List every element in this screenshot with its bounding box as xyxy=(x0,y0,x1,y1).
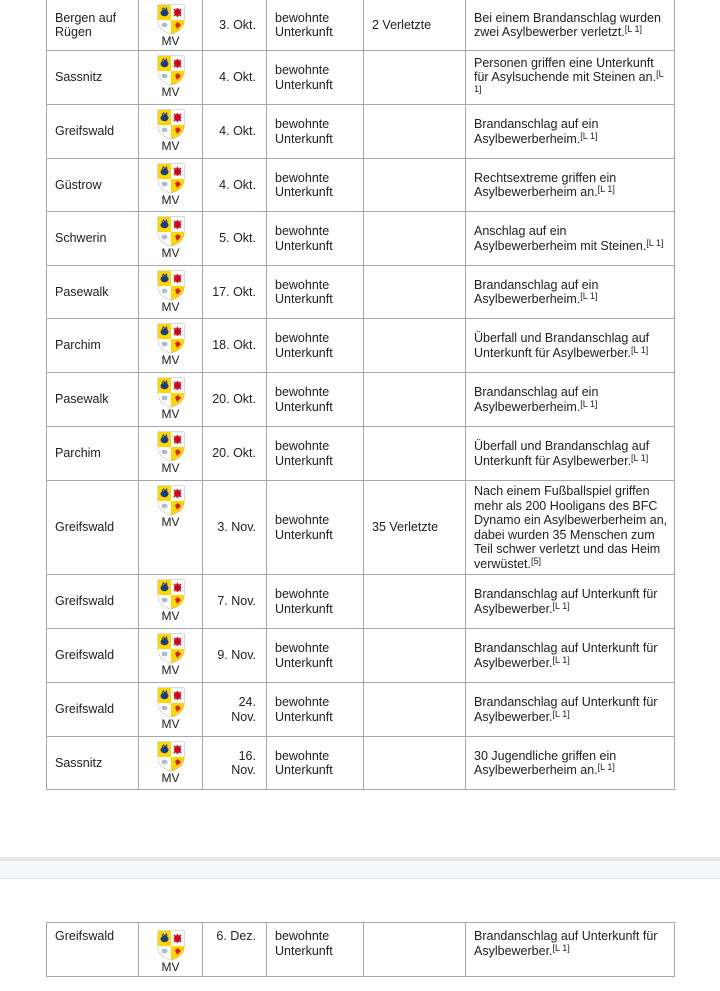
coat-of-arms-icon xyxy=(156,929,186,962)
cell-type xyxy=(267,159,364,212)
cell-date xyxy=(203,212,267,266)
date-text: 9. Nov. xyxy=(217,648,256,663)
cell-state xyxy=(139,159,203,212)
cell-type xyxy=(267,923,364,977)
state-abbreviation: MV xyxy=(161,663,180,677)
cell-injuries xyxy=(364,427,466,481)
state-flag xyxy=(154,740,188,784)
cell-date xyxy=(203,373,267,427)
description-text: Brandanschlag auf Unterkunft für Asylbewerber. xyxy=(474,587,658,616)
cell-city xyxy=(47,683,139,737)
cell-type xyxy=(267,373,364,427)
state-abbreviation: MV xyxy=(161,193,180,207)
cell-type xyxy=(267,683,364,737)
cell-state xyxy=(139,51,203,105)
type-text: bewohnte Unterkunft xyxy=(275,513,333,542)
description-text: Nach einem Fußballspiel griffen mehr als 200 Hooligans des BFC Dynamo ein Asylbewerberheim an, dabei wurden 35 Menschen zum Teil schwer verletzt und das Heim verwüstet. xyxy=(474,484,668,571)
state-abbreviation: MV xyxy=(161,461,180,475)
cell-date xyxy=(203,51,267,105)
cell-city xyxy=(47,319,139,373)
coat-of-arms-icon xyxy=(156,376,186,409)
city-name: Schwerin xyxy=(55,231,107,246)
description-text: Brandanschlag auf ein Asylbewerberheim. xyxy=(474,385,599,414)
type-text: bewohnte Unterkunft xyxy=(275,929,333,958)
cell-city xyxy=(47,51,139,105)
city-name: Güstrow xyxy=(55,177,102,192)
cell-description xyxy=(466,319,675,373)
type-text: bewohnte Unterkunft xyxy=(275,224,333,253)
reference-link[interactable] xyxy=(598,184,615,194)
cell-type xyxy=(267,0,364,51)
state-abbreviation: MV xyxy=(161,771,180,785)
date-text: 20. Okt. xyxy=(212,446,256,461)
coat-of-arms-icon xyxy=(156,54,186,87)
date-text: 5. Okt. xyxy=(219,231,256,246)
cell-city xyxy=(47,212,139,266)
coat-of-arms-icon xyxy=(156,322,186,355)
reference-text: [5] xyxy=(530,555,541,566)
type-text: bewohnte Unterkunft xyxy=(275,331,333,360)
cell-city xyxy=(47,575,139,629)
coat-of-arms-icon xyxy=(156,578,186,611)
state-abbreviation: MV xyxy=(161,609,180,623)
table-row xyxy=(47,266,675,319)
description-text: Bei einem Brandanschlag wurden zwei Asylbewerber verletzt. xyxy=(474,10,661,39)
cell-date xyxy=(203,427,267,481)
reference-text: [L 1] xyxy=(580,398,598,409)
reference-text: [L 1] xyxy=(552,708,570,719)
city-name: Greifswald xyxy=(55,520,115,535)
reference-link[interactable] xyxy=(580,399,597,409)
cell-state xyxy=(139,683,203,737)
cell-injuries xyxy=(364,373,466,427)
cell-description xyxy=(466,575,675,629)
state-abbreviation: MV xyxy=(161,407,180,421)
cell-type xyxy=(267,427,364,481)
city-name: Greifswald xyxy=(55,124,115,139)
injuries-text: 2 Verletzte xyxy=(372,17,432,32)
cell-type xyxy=(267,481,364,575)
table-row xyxy=(47,373,675,427)
cell-state xyxy=(139,427,203,481)
type-text: bewohnte Unterkunft xyxy=(275,117,333,146)
state-abbreviation: MV xyxy=(161,960,180,974)
type-text: bewohnte Unterkunft xyxy=(275,10,333,39)
date-text: 4. Okt. xyxy=(219,70,256,85)
cell-state xyxy=(139,629,203,683)
date-text: 4. Okt. xyxy=(219,177,256,192)
cell-city xyxy=(47,0,139,51)
description-text: Brandanschlag auf Unterkunft für Asylbewerber. xyxy=(474,929,658,958)
state-flag xyxy=(154,322,188,366)
coat-of-arms-icon xyxy=(156,740,186,773)
cell-description xyxy=(466,373,675,427)
injuries-text: 35 Verletzte xyxy=(372,520,439,535)
reference-link[interactable] xyxy=(631,453,648,463)
coat-of-arms-icon xyxy=(156,269,186,302)
coat-of-arms-icon xyxy=(156,215,186,248)
date-text: 16. Nov. xyxy=(231,748,256,777)
city-name: Parchim xyxy=(55,338,101,353)
state-abbreviation: MV xyxy=(161,246,180,260)
state-abbreviation: MV xyxy=(161,353,180,367)
type-text: bewohnte Unterkunft xyxy=(275,695,333,724)
table-row xyxy=(47,481,675,575)
coat-of-arms-icon xyxy=(156,162,186,195)
section-divider-line xyxy=(0,878,720,879)
state-flag xyxy=(154,54,188,98)
cell-date xyxy=(203,683,267,737)
cell-date xyxy=(203,629,267,683)
city-name: Sassnitz xyxy=(55,755,103,770)
cell-type xyxy=(267,51,364,105)
type-text: bewohnte Unterkunft xyxy=(275,170,333,199)
cell-injuries xyxy=(364,575,466,629)
description-text: 30 Jugendliche griffen ein Asylbewerberheim an. xyxy=(474,748,617,777)
type-text: bewohnte Unterkunft xyxy=(275,587,333,616)
table-row xyxy=(47,105,675,159)
cell-description xyxy=(466,481,675,575)
reference-link[interactable] xyxy=(580,291,597,301)
coat-of-arms-icon xyxy=(156,686,186,719)
state-abbreviation: MV xyxy=(161,515,180,529)
reference-link[interactable] xyxy=(580,131,597,141)
type-text: bewohnte Unterkunft xyxy=(275,63,333,92)
cell-injuries xyxy=(364,0,466,51)
city-name: Parchim xyxy=(55,446,101,461)
cell-injuries xyxy=(364,159,466,212)
table-row xyxy=(47,629,675,683)
cell-description xyxy=(466,923,675,977)
reference-link[interactable] xyxy=(631,345,648,355)
coat-of-arms-icon xyxy=(156,3,186,36)
cell-date xyxy=(203,575,267,629)
reference-link[interactable] xyxy=(598,762,615,772)
cell-type xyxy=(267,737,364,790)
cell-state xyxy=(139,319,203,373)
state-flag xyxy=(154,430,188,474)
cell-date xyxy=(203,159,267,212)
state-flag xyxy=(154,108,188,152)
table-row xyxy=(47,737,675,790)
type-text: bewohnte Unterkunft xyxy=(275,641,333,670)
cell-date xyxy=(203,481,267,575)
cell-description xyxy=(466,737,675,790)
state-flag xyxy=(154,3,188,47)
cell-description xyxy=(466,683,675,737)
cell-description xyxy=(466,0,675,51)
city-name: Bergen auf Rügen xyxy=(55,10,117,39)
state-abbreviation: MV xyxy=(161,717,180,731)
cell-injuries xyxy=(364,319,466,373)
state-abbreviation: MV xyxy=(161,34,180,48)
cell-type xyxy=(267,105,364,159)
state-flag xyxy=(154,632,188,676)
description-text: Brandanschlag auf ein Asylbewerberheim. xyxy=(474,277,599,306)
city-name: Greifswald xyxy=(55,648,115,663)
reference-text: [L 1] xyxy=(474,69,664,94)
date-text: 20. Okt. xyxy=(212,392,256,407)
cell-state xyxy=(139,575,203,629)
cell-injuries xyxy=(364,481,466,575)
table-row xyxy=(47,212,675,266)
state-flag xyxy=(154,269,188,313)
city-name: Pasewalk xyxy=(55,392,109,407)
reference-link[interactable] xyxy=(553,709,570,719)
date-text: 7. Nov. xyxy=(217,594,256,609)
cell-state xyxy=(139,373,203,427)
table-row xyxy=(47,923,675,977)
cell-type xyxy=(267,575,364,629)
reference-link[interactable] xyxy=(553,601,570,611)
cell-state xyxy=(139,481,203,575)
state-abbreviation: MV xyxy=(161,139,180,153)
table-row xyxy=(47,159,675,212)
cell-city xyxy=(47,629,139,683)
city-name: Greifswald xyxy=(55,594,115,609)
cell-date xyxy=(203,266,267,319)
cell-type xyxy=(267,266,364,319)
description-text: Brandanschlag auf Unterkunft für Asylbewerber. xyxy=(474,695,658,724)
cell-city xyxy=(47,427,139,481)
reference-text: [L 1] xyxy=(631,452,649,463)
cell-date xyxy=(203,319,267,373)
coat-of-arms-icon xyxy=(156,430,186,463)
coat-of-arms-icon xyxy=(156,632,186,665)
city-name: Greifswald xyxy=(55,929,115,943)
cell-injuries xyxy=(364,51,466,105)
state-flag xyxy=(154,376,188,420)
type-text: bewohnte Unterkunft xyxy=(275,748,333,777)
reference-text: [L 1] xyxy=(552,942,570,953)
coat-of-arms-icon xyxy=(156,108,186,141)
cell-date xyxy=(203,0,267,51)
cell-description xyxy=(466,629,675,683)
date-text: 6. Dez. xyxy=(216,929,256,943)
state-flag xyxy=(154,215,188,259)
date-text: 24. Nov. xyxy=(231,695,256,724)
cell-state xyxy=(139,0,203,51)
cell-date xyxy=(203,105,267,159)
state-flag xyxy=(154,484,188,528)
cell-description xyxy=(466,105,675,159)
description-text: Brandanschlag auf Unterkunft für Asylbewerber. xyxy=(474,641,658,670)
reference-text: [L 1] xyxy=(552,600,570,611)
date-text: 17. Okt. xyxy=(212,284,256,299)
type-text: bewohnte Unterkunft xyxy=(275,439,333,468)
city-name: Sassnitz xyxy=(55,70,103,85)
coat-of-arms-icon xyxy=(156,484,186,517)
cell-city xyxy=(47,373,139,427)
cell-injuries xyxy=(364,629,466,683)
cell-description xyxy=(466,51,675,105)
reference-link[interactable] xyxy=(625,24,642,34)
reference-text: [L 1] xyxy=(597,184,615,194)
attacks-table-body xyxy=(47,0,675,790)
cell-date xyxy=(203,923,267,977)
reference-link[interactable] xyxy=(553,655,570,665)
state-flag xyxy=(154,929,188,973)
cell-injuries xyxy=(364,266,466,319)
reference-link[interactable] xyxy=(531,556,541,566)
cell-type xyxy=(267,629,364,683)
state-flag xyxy=(154,578,188,622)
description-text: Überfall und Brandanschlag auf Unterkunft für Asylbewerber. xyxy=(474,331,650,360)
cell-city xyxy=(47,105,139,159)
cell-state xyxy=(139,737,203,790)
description-text: Personen griffen eine Unterkunft für Asylsuchende mit Steinen an. xyxy=(474,55,657,85)
cell-city xyxy=(47,737,139,790)
reference-text: [L 1] xyxy=(597,762,615,772)
attacks-table-continued xyxy=(46,922,675,977)
city-name: Pasewalk xyxy=(55,284,109,299)
state-abbreviation: MV xyxy=(161,300,180,314)
description-text: Überfall und Brandanschlag auf Unterkunft für Asylbewerber. xyxy=(474,439,650,468)
cell-city xyxy=(47,266,139,319)
cell-injuries xyxy=(364,683,466,737)
reference-link[interactable] xyxy=(553,943,570,953)
cell-state xyxy=(139,266,203,319)
cell-injuries xyxy=(364,105,466,159)
cell-type xyxy=(267,319,364,373)
city-name: Greifswald xyxy=(55,702,115,717)
attacks-table xyxy=(46,0,675,790)
cell-state xyxy=(139,212,203,266)
cell-city xyxy=(47,923,139,977)
description-text: Rechtsextreme griffen ein Asylbewerberheim an. xyxy=(474,170,617,199)
cell-city xyxy=(47,481,139,575)
state-flag xyxy=(154,162,188,206)
date-text: 18. Okt. xyxy=(212,338,256,353)
cell-description xyxy=(466,266,675,319)
reference-text: [L 1] xyxy=(580,291,598,301)
reference-text: [L 1] xyxy=(552,654,570,665)
type-text: bewohnte Unterkunft xyxy=(275,385,333,414)
date-text: 3. Nov. xyxy=(217,520,256,535)
date-text: 3. Okt. xyxy=(219,17,256,32)
cell-state xyxy=(139,923,203,977)
cell-state xyxy=(139,105,203,159)
cell-description xyxy=(466,159,675,212)
reference-text: [L 1] xyxy=(631,344,649,355)
section-gap xyxy=(0,861,720,878)
cell-type xyxy=(267,212,364,266)
attacks-table-continued-body xyxy=(47,923,675,977)
reference-text: [L 1] xyxy=(580,130,598,141)
reference-text: [L 1] xyxy=(646,237,664,248)
description-text: Anschlag auf ein Asylbewerberheim mit Steinen. xyxy=(474,224,647,253)
reference-link[interactable] xyxy=(646,238,663,248)
cell-injuries xyxy=(364,212,466,266)
date-text: 4. Okt. xyxy=(219,124,256,139)
table-row xyxy=(47,427,675,481)
table-row xyxy=(47,683,675,737)
table-row xyxy=(47,575,675,629)
cell-description xyxy=(466,212,675,266)
reference-text: [L 1] xyxy=(624,24,642,34)
cell-injuries xyxy=(364,923,466,977)
description-text: Brandanschlag auf ein Asylbewerberheim. xyxy=(474,117,599,146)
table-row xyxy=(47,51,675,105)
type-text: bewohnte Unterkunft xyxy=(275,277,333,306)
table-row xyxy=(47,0,675,51)
cell-description xyxy=(466,427,675,481)
state-flag xyxy=(154,686,188,730)
state-abbreviation: MV xyxy=(161,85,180,99)
cell-injuries xyxy=(364,737,466,790)
cell-city xyxy=(47,159,139,212)
table-row xyxy=(47,319,675,373)
cell-date xyxy=(203,737,267,790)
